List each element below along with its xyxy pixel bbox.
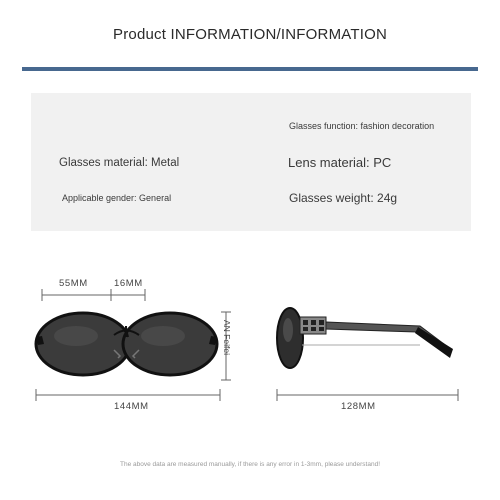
spec-function: Glasses function: fashion decoration [289,121,435,131]
temple-tip [415,327,453,358]
hinge [300,317,326,334]
spec-gender: Applicable gender: General [62,193,172,203]
total-width-label: 144MM [114,401,149,412]
spec-weight: Glasses weight: 24g [289,191,398,205]
side-view-glasses [277,308,453,368]
spec-material: Glasses material: Metal [59,157,180,169]
measurement-disclaimer: The above data are measured manually, if there is any error in 1-3mm, please understand! [119,461,381,468]
bridge-measure [111,289,145,301]
page-title: Product INFORMATION/INFORMATION [113,26,387,43]
height-label: AN Feifei [222,320,232,355]
lens-width-measure [42,289,111,301]
bridge-width-label: 16MM [114,278,143,289]
total-width-measure [36,389,220,401]
spec-lens-material: Lens material: PC [288,155,392,170]
lens-width-label: 55MM [59,278,88,289]
front-view-glasses [36,313,217,375]
temple-length-label: 128MM [341,401,376,412]
temple-length-measure [277,389,458,401]
